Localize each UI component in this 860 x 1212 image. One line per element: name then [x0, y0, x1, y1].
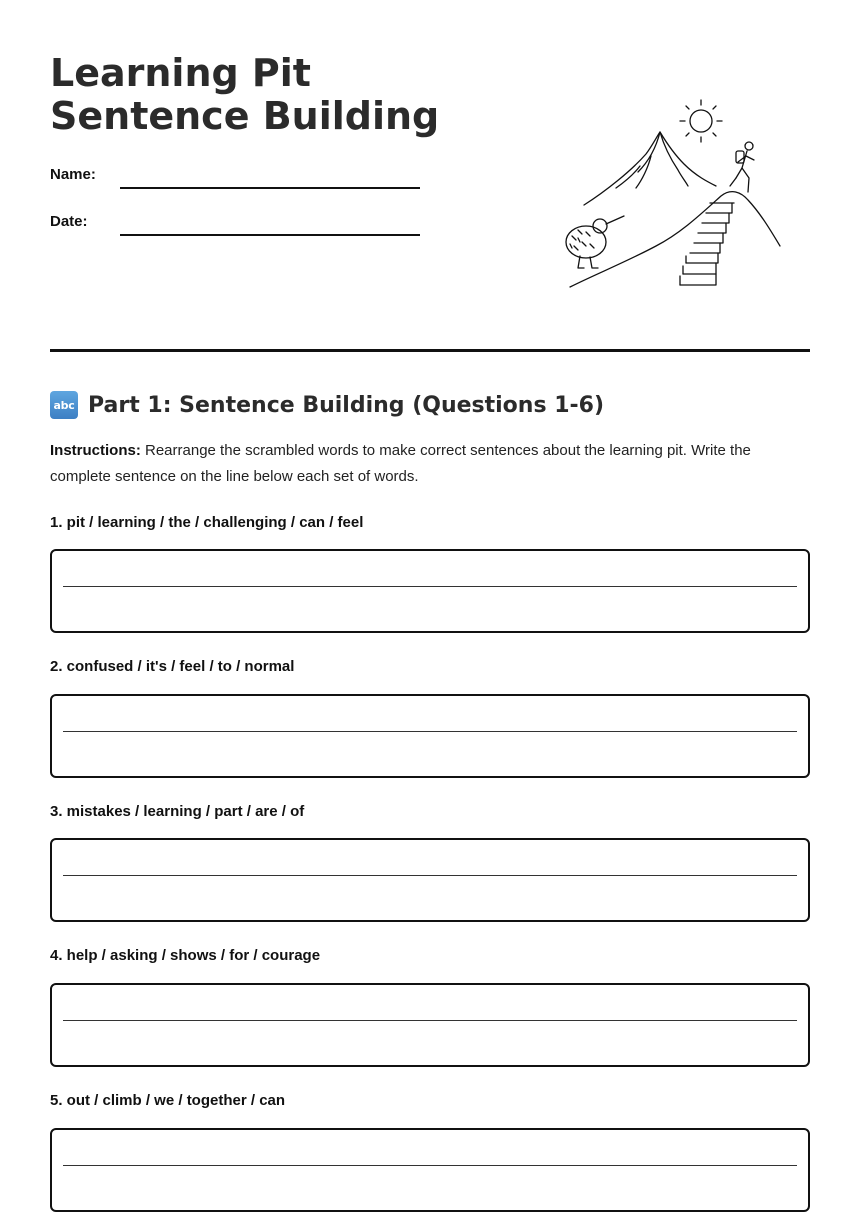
- answer-line: [63, 1165, 797, 1166]
- answer-box-5[interactable]: [50, 1128, 810, 1212]
- question-label: 3. mistakes / learning / part / are / of: [50, 803, 305, 820]
- answer-line: [63, 875, 797, 876]
- section-divider: [50, 349, 810, 352]
- stairs-icon: [680, 203, 734, 285]
- date-line[interactable]: [120, 234, 420, 236]
- mountain-kiwi-climber-illustration: [556, 96, 788, 292]
- mountain-icon: [584, 132, 716, 205]
- climber-icon: [730, 142, 754, 192]
- question-label: 5. out / climb / we / together / can: [50, 1092, 286, 1109]
- answer-box-4[interactable]: [50, 983, 810, 1067]
- answer-line: [63, 1020, 797, 1021]
- answer-box-1[interactable]: [50, 549, 810, 633]
- worksheet-title: Learning Pit Sentence Building: [50, 51, 440, 138]
- sun-icon: [680, 100, 722, 142]
- name-label: Name:: [50, 166, 96, 183]
- instructions: [50, 438, 810, 490]
- answer-box-3[interactable]: [50, 838, 810, 922]
- answer-line: [63, 586, 797, 587]
- instructions-text: Rearrange the scrambled words to make correct sentences about the learning pit. Write the complete sentence on the line below each set of words.: [50, 442, 751, 485]
- part1-title: Part 1: Sentence Building (Questions 1-6): [88, 392, 605, 418]
- name-line[interactable]: [120, 187, 420, 189]
- abc-icon: abc: [50, 391, 78, 419]
- answer-box-2[interactable]: [50, 694, 810, 778]
- instructions-label: Instructions:: [50, 442, 141, 459]
- question-label: 4. help / asking / shows / for / courage: [50, 947, 321, 964]
- answer-line: [63, 731, 797, 732]
- question-label: 1. pit / learning / the / challenging / can / feel: [50, 514, 364, 531]
- part1-heading: [50, 388, 604, 422]
- question-label: 2. confused / it's / feel / to / normal: [50, 658, 295, 675]
- date-label: Date:: [50, 213, 88, 230]
- kiwi-bird-icon: [566, 216, 624, 268]
